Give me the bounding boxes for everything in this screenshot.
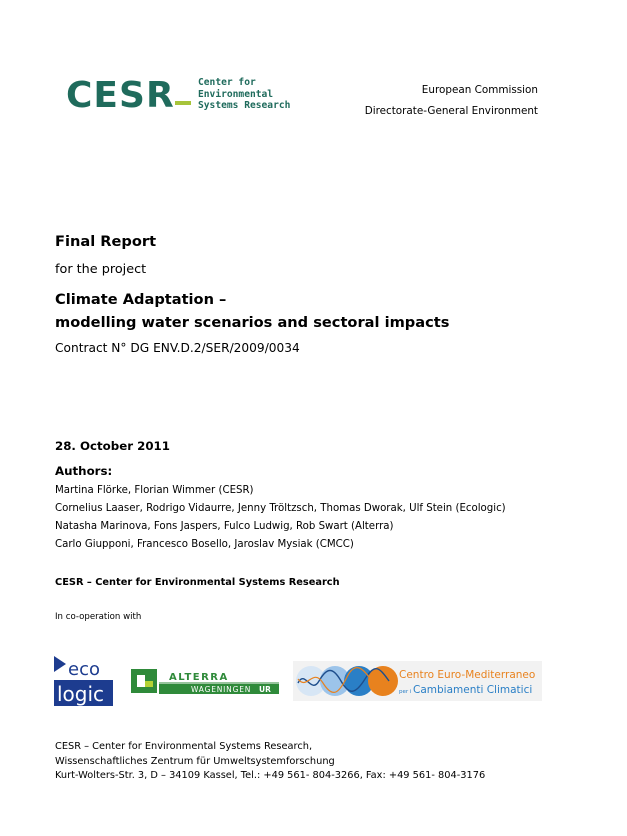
cesr-logo-mark: CESR xyxy=(66,75,175,116)
cooperation-label: In co-operation with xyxy=(55,612,142,622)
ecologic-logo-graphic xyxy=(54,656,113,706)
cmcc-line-2: Cambiamenti Climatici xyxy=(413,684,533,696)
logo-subtitle-line-2: Environmental xyxy=(198,88,274,100)
cmcc-logo xyxy=(293,661,542,701)
authors-heading: Authors: xyxy=(55,464,113,478)
ecologic-word-eco: eco xyxy=(68,659,100,680)
for-project-label: for the project xyxy=(55,262,147,277)
cesr-logo-subtitle xyxy=(198,77,290,112)
project-title-line-2: modelling water scenarios and sectoral impacts xyxy=(55,314,450,331)
footer-line: Wissenschaftliches Zentrum für Umweltsystemforschung xyxy=(55,755,335,767)
wageningen-word: WAGENINGEN xyxy=(191,685,252,694)
ecologic-logo xyxy=(54,656,113,706)
project-title-line-1: Climate Adaptation – xyxy=(55,291,227,308)
ur-word: UR xyxy=(259,685,271,694)
footer-line: Kurt-Wolters-Str. 3, D – 34109 Kassel, Tel.: +49 561- 804-3266, Fax: +49 561- 804-3176 xyxy=(55,770,486,781)
authors-list xyxy=(55,482,506,554)
report-date: 28. October 2011 xyxy=(55,439,170,453)
author-line: Natasha Marinova, Fons Jaspers, Fulco Ludwig, Rob Swart (Alterra) xyxy=(55,521,394,532)
alterra-logo xyxy=(131,667,279,697)
author-line: Cornelius Laaser, Rodrigo Vidaurre, Jenny Tröltzsch, Thomas Dworak, Ulf Stein (Ecologic) xyxy=(55,503,506,514)
alterra-logo-graphic xyxy=(131,667,279,697)
logo-subtitle-line-3: Systems Research xyxy=(198,100,291,111)
author-line: Carlo Giupponi, Francesco Bosello, Jaroslav Mysiak (CMCC) xyxy=(55,539,354,550)
footer-line: CESR – Center for Environmental Systems Research, xyxy=(55,741,313,752)
ecologic-word-logic: logic xyxy=(57,682,105,706)
organisation-name: CESR – Center for Environmental Systems Research xyxy=(55,577,340,588)
alterra-word: ALTERRA xyxy=(169,672,229,683)
contract-number: Contract N° DG ENV.D.2/SER/2009/0034 xyxy=(55,341,300,355)
cmcc-per-i: per i xyxy=(399,689,412,695)
author-line: Martina Flörke, Florian Wimmer (CESR) xyxy=(55,485,254,496)
cmcc-logo-graphic xyxy=(293,661,542,701)
cesr-logo xyxy=(66,77,316,115)
footer-address xyxy=(55,740,485,784)
directorate-name: Directorate-General Environment xyxy=(364,105,538,117)
commission-name: European Commission xyxy=(421,84,538,96)
cmcc-line-1: Centro Euro-Mediterraneo xyxy=(399,669,536,681)
project-title xyxy=(55,288,449,334)
logo-subtitle-line-1: Center for xyxy=(198,77,256,88)
commission-block xyxy=(365,80,538,122)
report-title: Final Report xyxy=(55,233,157,250)
logo-accent-bar xyxy=(175,101,191,105)
